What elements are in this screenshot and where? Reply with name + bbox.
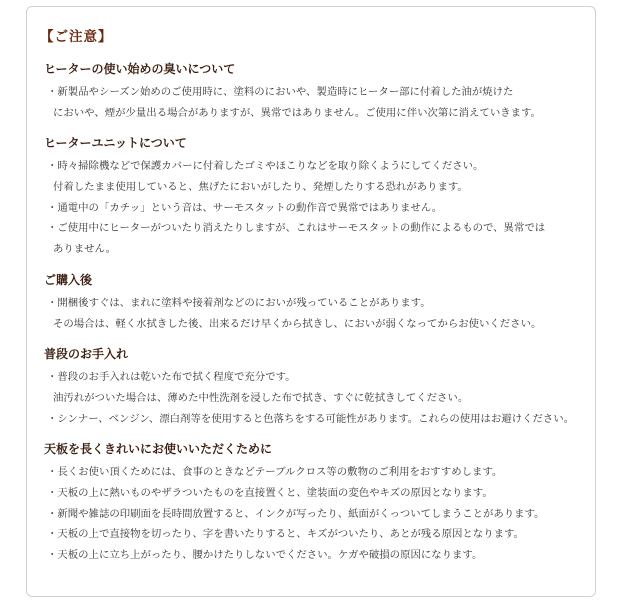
section-heading: 天板を長くきれいにお使いいただくために <box>44 442 273 456</box>
section-line: その場合は、軽く水拭きした後、出来るだけ早くから拭きし、においが弱くなってからお使いください。 <box>53 317 542 330</box>
section-line: ・時々掃除機などで保護カバーに付着したゴミやほこりなどを取り除くようにしてください。 <box>47 160 484 172</box>
section-line: においや、煙が少量出る場合がありますが、異常ではありません。ご使用に伴い次第に消えていきます。 <box>53 106 541 119</box>
section-heater-smell <box>44 60 589 124</box>
section-line: ・新聞や雑誌の印刷面を長時間放置すると、インクが写ったり、紙面がくっついてしまうことがあります。 <box>47 507 545 520</box>
section-line: ありません。 <box>53 243 116 256</box>
section-line: 付着したまま使用していると、焦げたにおいがしたり、発煙したりする恐れがあります。 <box>53 180 468 193</box>
section-line: ・長くお使い頂くためには、食事のときなどテーブルクロス等の敷物のご利用をおすすめします。 <box>47 466 503 478</box>
section-line: ・通電中の「カチッ」という音は、サーモスタットの動作音で異常ではありません。 <box>47 201 443 214</box>
section-line: ・ご使用中にヒーターがついたり消えたりしますが、これはサーモスタットの動作によるもので、異常では <box>47 222 546 235</box>
section-line: ・天板の上で直接物を切ったり、字を書いたりすると、キズがついたり、あとが残る原因となります。 <box>47 528 524 541</box>
section-after-purchase <box>44 271 589 335</box>
section-line: ・開梱後すぐは、まれに塗料や接着剤などのにおいが残っていることがあります。 <box>47 297 431 309</box>
section-daily-care <box>44 345 589 429</box>
section-line: ・普段のお手入れは乾いた布で拭く程度で充分です。 <box>47 371 296 383</box>
section-tabletop-care <box>44 440 589 566</box>
section-heading: ご購入後 <box>44 273 93 287</box>
section-line: 油汚れがついた場合は、薄めた中性洗剤を浸した布で拭き、すぐに乾拭きしてください。 <box>53 391 469 404</box>
notice-title: 【ご注意】 <box>40 29 113 45</box>
section-line: ・天板の上に熱いものやザラついたものを直接置くと、塗装面の変色やキズの原因となります。 <box>47 486 493 499</box>
section-line: ・シンナー、ベンジン、漂白剤等を使用すると色落ちをする可能性があります。これらの使用はお避けください。 <box>47 412 575 425</box>
section-heading: 普段のお手入れ <box>44 347 129 361</box>
section-line: ・天板の上に立ち上がったり、腰かけたりしないでください。ケガや破損の原因になります。 <box>47 549 483 562</box>
section-heading: ヒーターユニットについて <box>44 136 187 150</box>
section-heading: ヒーターの使い始めの臭いについて <box>44 62 236 76</box>
section-line: ・新製品やシーズン始めのご使用時に、塗料のにおいや、製造時にヒーター部に付着した油が焼けた <box>47 86 514 98</box>
section-heater-unit <box>44 134 589 260</box>
